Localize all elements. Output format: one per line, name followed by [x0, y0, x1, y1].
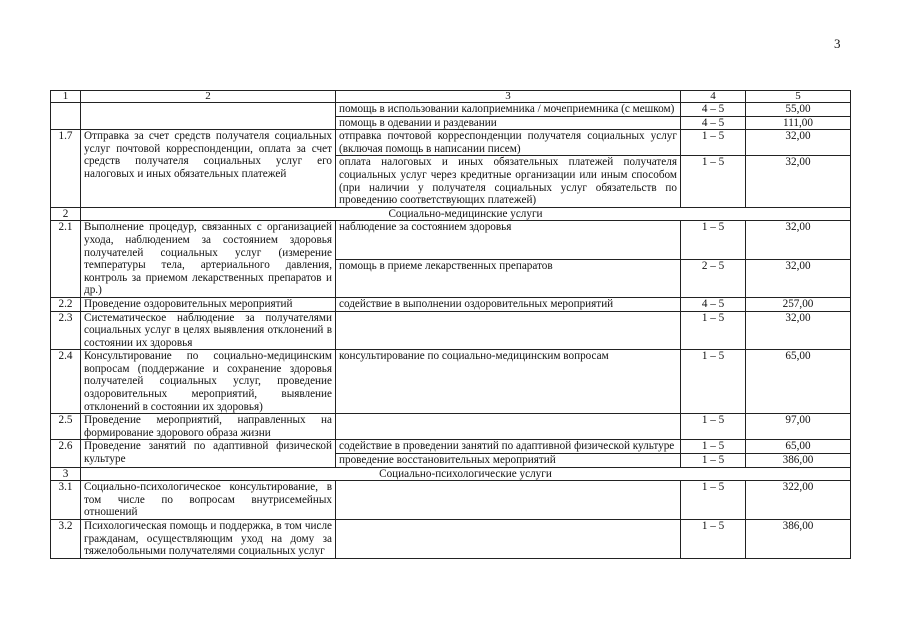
- service-detail: помощь в приеме лекарственных препаратов: [336, 259, 681, 297]
- tariff: 97,00: [746, 414, 851, 440]
- section-row: [51, 467, 851, 481]
- tariff: 386,00: [746, 454, 851, 468]
- service-detail: помощь в одевании и раздевании: [336, 116, 681, 130]
- row-number: 2.6: [51, 440, 81, 467]
- table-row: [51, 221, 851, 259]
- tariff: 65,00: [746, 350, 851, 414]
- service-detail: отправка почтовой корреспонденции получателя социальных услуг (включая помощь в написании писем): [336, 130, 681, 156]
- service-detail: [336, 414, 681, 440]
- service-name: Систематическое наблюдение за получателями социальных услуг в целях выявления отклонений в состоянии их здоровья: [81, 311, 336, 350]
- services-table: [50, 90, 851, 559]
- tariff: 32,00: [746, 221, 851, 259]
- service-name: Психологическая помощь и поддержка, в том числе гражданам, осуществляющим уход на дому за тяжелобольными получателями социальных услуг: [81, 520, 336, 559]
- frequency: 1 – 5: [681, 454, 746, 468]
- header-row: [51, 91, 851, 103]
- service-detail: помощь в использовании калоприемника / мочеприемника (с мешком): [336, 103, 681, 117]
- header-cell: 4: [681, 91, 746, 103]
- section-row: [51, 207, 851, 221]
- service-name: [81, 103, 336, 130]
- header-cell: 5: [746, 91, 851, 103]
- row-number: 2.1: [51, 221, 81, 298]
- table-row: [51, 103, 851, 117]
- frequency: 4 – 5: [681, 103, 746, 117]
- frequency: 4 – 5: [681, 297, 746, 311]
- service-name: Проведение оздоровительных мероприятий: [81, 297, 336, 311]
- frequency: 1 – 5: [681, 311, 746, 350]
- frequency: 1 – 5: [681, 520, 746, 559]
- table-row: [51, 440, 851, 454]
- tariff: 322,00: [746, 481, 851, 520]
- table-row: [51, 297, 851, 311]
- tariff: 111,00: [746, 116, 851, 130]
- frequency: 1 – 5: [681, 350, 746, 414]
- service-detail: содействие в проведении занятий по адаптивной физической культуре: [336, 440, 681, 454]
- tariff: 32,00: [746, 311, 851, 350]
- tariff: 32,00: [746, 259, 851, 297]
- row-number: 2.5: [51, 414, 81, 440]
- service-detail: проведение восстановительных мероприятий: [336, 454, 681, 468]
- service-name: Отправка за счет средств получателя социальных услуг почтовой корреспонденции, оплата за счет средств получателя социальных услуг его налоговых и иных обязательных платежей: [81, 130, 336, 208]
- section-title: Социально-психологические услуги: [81, 467, 851, 481]
- service-detail: [336, 311, 681, 350]
- service-name: Проведение мероприятий, направленных на формирование здорового образа жизни: [81, 414, 336, 440]
- page-number: 3: [834, 36, 841, 51]
- table-row: [51, 350, 851, 414]
- section-number: 2: [51, 207, 81, 221]
- table-row: [51, 311, 851, 350]
- service-detail: консультирование по социально-медицинским вопросам: [336, 350, 681, 414]
- header-cell: 3: [336, 91, 681, 103]
- tariff: 257,00: [746, 297, 851, 311]
- row-number: 3.2: [51, 520, 81, 559]
- table-row: [51, 481, 851, 520]
- service-detail: оплата налоговых и иных обязательных платежей получателя социальных услуг через кредитные организации или иным способом (при наличии у получателя социальных услуг обязательств по проведению соответствующих платежей): [336, 156, 681, 207]
- frequency: 2 – 5: [681, 259, 746, 297]
- service-detail: наблюдение за состоянием здоровья: [336, 221, 681, 259]
- service-detail: [336, 481, 681, 520]
- tariff: 55,00: [746, 103, 851, 117]
- service-name: Социально-психологическое консультирование, в том числе по вопросам внутрисемейных отношений: [81, 481, 336, 520]
- frequency: 1 – 5: [681, 156, 746, 207]
- section-title: Социально-медицинские услуги: [81, 207, 851, 221]
- service-detail: содействие в выполнении оздоровительных мероприятий: [336, 297, 681, 311]
- row-number: 2.4: [51, 350, 81, 414]
- service-name: Консультирование по социально-медицинским вопросам (поддержание и сохранение здоровья получателей социальных услуг, проведение оздоровительных мероприятий, выявление отклонений в состоянии их здоровья): [81, 350, 336, 414]
- frequency: 1 – 5: [681, 481, 746, 520]
- table-row: [51, 414, 851, 440]
- tariff: 65,00: [746, 440, 851, 454]
- row-number: 2.2: [51, 297, 81, 311]
- row-number: [51, 103, 81, 130]
- tariff: 32,00: [746, 130, 851, 156]
- frequency: 1 – 5: [681, 221, 746, 259]
- frequency: 1 – 5: [681, 130, 746, 156]
- service-name: Выполнение процедур, связанных с организацией ухода, наблюдением за состоянием здоровья получателей социальных услуг (измерение температуры тела, артериального давления, контроль за приемом лекарственных препаратов и др.): [81, 221, 336, 298]
- table-row: [51, 130, 851, 156]
- header-cell: 1: [51, 91, 81, 103]
- tariff: 386,00: [746, 520, 851, 559]
- frequency: 1 – 5: [681, 414, 746, 440]
- row-number: 1.7: [51, 130, 81, 208]
- header-cell: 2: [81, 91, 336, 103]
- table-row: [51, 520, 851, 559]
- row-number: 3.1: [51, 481, 81, 520]
- service-name: Проведение занятий по адаптивной физической культуре: [81, 440, 336, 467]
- frequency: 4 – 5: [681, 116, 746, 130]
- service-detail: [336, 520, 681, 559]
- tariff: 32,00: [746, 156, 851, 207]
- frequency: 1 – 5: [681, 440, 746, 454]
- section-number: 3: [51, 467, 81, 481]
- row-number: 2.3: [51, 311, 81, 350]
